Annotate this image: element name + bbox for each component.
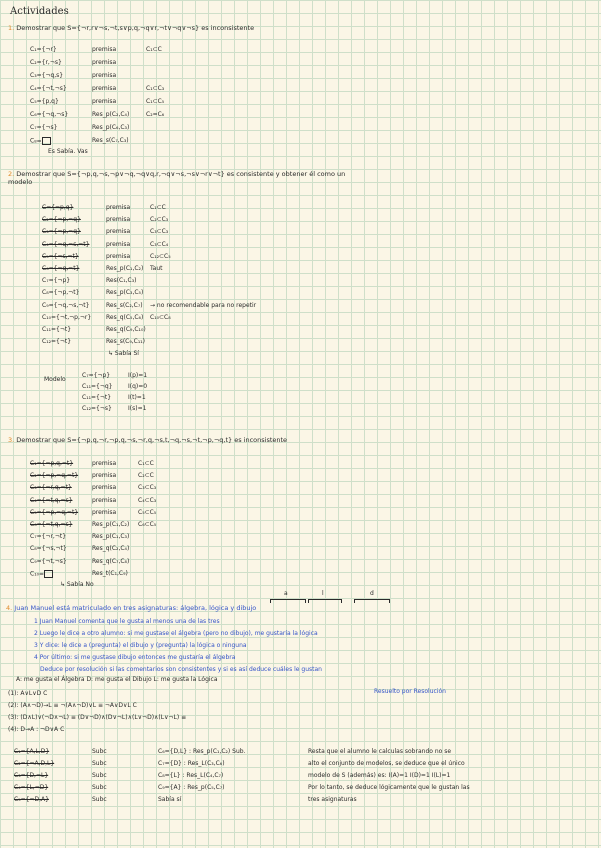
ex2-method: premisa: [106, 216, 131, 224]
ex1-clause: C₄={¬t,¬s}: [30, 85, 67, 92]
ex1-heading-text: Demostrar que S={¬r,r∨¬s,¬t,s∨p,q,¬q∨r,¬t∨¬q∨¬s} es inconsistente: [16, 24, 255, 32]
ex4-formula: (3): (D∧L)∨(¬D∧¬L) ≡ (D∨¬D)∧(D∨¬L)∧(L∨¬D)∧(L∨¬L) ≡: [8, 714, 187, 721]
model-valuation: I(q)=0: [128, 383, 148, 390]
ex2-heading: [8, 170, 368, 186]
ex3-clause: C₅={¬p,¬q,¬t}: [30, 508, 79, 516]
ex4-brace-d: [354, 599, 390, 603]
ex3-note: ↳ Sabía No: [60, 581, 94, 588]
ex4-heading: [6, 604, 256, 612]
ex4-conclusion-line: alto el conjunto de modelos, se deduce que el único: [308, 760, 465, 767]
ex3-clause: C₃={¬r,q,¬t}: [30, 484, 72, 492]
ex2-extra: C₂⊂C₃: [150, 216, 169, 224]
ex1-method: premisa: [92, 98, 117, 105]
ex3-clause: C₁={¬p,q,¬t}: [30, 460, 74, 467]
ex3-clause: C₇={¬r,¬t}: [30, 533, 67, 541]
ex4-resolution-step: C₉={A} : Res_p(C₅,C₇): [158, 784, 225, 791]
ex4-number: 4.: [6, 604, 13, 612]
ex3-method: premisa: [92, 508, 117, 516]
ex2-clause: C₁₁={¬t}: [42, 326, 72, 333]
ex2-extra: Taut: [150, 265, 163, 272]
ex4-brace-a: [270, 599, 306, 603]
ex1-extra: C₁⊂C₅: [146, 98, 165, 105]
model-valuation: I(t)=1: [128, 394, 146, 401]
ex1-number: 1.: [8, 24, 15, 32]
ex2-clause: C₉={¬q,¬s,¬t}: [42, 301, 90, 309]
ex2-clause: C₇={¬p}: [42, 277, 71, 285]
ex2-clause: C₂={¬p,¬q}: [42, 216, 81, 224]
ex2-clause: C₆={¬q,¬t}: [42, 265, 80, 272]
ex2-model-label: Modelo: [44, 376, 66, 383]
ex2-extra: C₁₀⊂C₈: [150, 313, 171, 321]
ex2-note: ↳ Sabía Sí: [108, 350, 139, 357]
ex3-extra: C₆⊂C₅: [138, 521, 157, 528]
ex3-number: 3.: [8, 436, 15, 444]
ex4-statement: 4 Por último: si me gustase dibujo entonces me gustaría el álgebra: [34, 654, 236, 661]
ex4-clause-tag: Subc: [92, 796, 107, 803]
ex1-method: premisa: [92, 72, 117, 79]
page-title: Actividades: [10, 6, 69, 17]
ex3-method: premisa: [92, 496, 117, 504]
ex1-heading: [8, 24, 254, 32]
ex4-clause: C₄={L,¬D}: [14, 784, 49, 791]
model-clause: C₁₁={¬t}: [82, 394, 112, 401]
ex1-method: premisa: [92, 85, 117, 92]
ex2-extra: → no recomendable para no repetir: [150, 301, 257, 309]
model-valuation: I(p)=1: [128, 372, 148, 379]
ex4-clause-tag: Subc: [92, 784, 107, 791]
ex4-brace-l: [308, 599, 342, 603]
ex2-method: Res_s(C₉,C₁₁): [106, 338, 146, 346]
ex2-clause: C₈={¬p,¬t}: [42, 289, 80, 297]
ex3-clause: C₉={¬t,¬s}: [30, 557, 67, 565]
ex4-formula: (1): A∨L∨D C: [8, 690, 48, 697]
ex2-clause: C₃={¬p,¬q}: [42, 228, 81, 236]
ex4-legend: A: me gusta el Álgebra D: me gusta el Dibujo L: me gusta la Lógica: [16, 676, 218, 683]
ex2-method: Res_s(C₂,C₇): [106, 301, 143, 309]
ex3-method: premisa: [92, 472, 117, 480]
ex1-clause: C₁={¬r}: [30, 46, 57, 53]
ex2-clause: C₁₂={¬t}: [42, 338, 72, 346]
ex1-clause: C₇={¬s}: [30, 124, 58, 131]
ex4-conclusion-line: Por lo tanto, se deduce lógicamente que le gustan las: [308, 784, 470, 791]
ex1-clause: C₆={¬q,¬s}: [30, 111, 69, 118]
ex4-clause: C₁={A,L,D}: [14, 748, 50, 755]
model-clause: C₁₁={¬q}: [82, 383, 113, 390]
ex4-clause: C₅={¬D,A}: [14, 796, 49, 803]
ex1-method: premisa: [92, 46, 117, 53]
ex2-method: Res_p(C₃,C₅): [106, 289, 144, 297]
ex4-statement: 2 Luego le dice a otro alumno: si me gustase el álgebra (pero no dibujo), me gustaría la lógica: [34, 630, 318, 637]
ex3-method: Res_q(C₇,C₈): [92, 557, 130, 565]
ex2-method: Res_p(C₁,C₂): [106, 265, 144, 272]
ex1-extra: C₁⊂C: [146, 46, 162, 53]
ex3-extra: C₄⊂C₃: [138, 496, 157, 504]
ex3-heading-text: Demostrar que S={¬p,q,¬r,¬p,q,¬s,¬r,q,¬s,t,¬q,¬s,¬t,¬p,¬q,t} es inconsistente: [16, 436, 288, 444]
ex2-method: premisa: [106, 240, 131, 248]
ex3-extra: C₂⊂C: [138, 472, 154, 480]
ex4-resolution-step: Sabía sí: [158, 796, 182, 803]
model-valuation: I(s)=1: [128, 405, 147, 412]
ex2-heading-text: Demostrar que S={¬p,q,¬s,¬p∨¬q,¬q∨q,r,¬q∨¬s,¬s∨¬r∨¬t} es consistente y obtener él como un modelo: [8, 170, 346, 186]
ex1-clause: C₅={p,q}: [30, 98, 59, 105]
ex4-statement: Deduce por resolución si las comentarios son consistentes y si es así deduce cuáles le gustan: [40, 666, 322, 673]
ex4-resolution-step: C₆={D,L} : Res_p(C₁,C₂) Sub.: [158, 748, 246, 755]
ex2-clause: C={¬p,q}: [42, 204, 74, 211]
ex2-method: Res_q(C₉,C₁₀): [106, 326, 146, 333]
ex4-clause-tag: Subc: [92, 748, 107, 755]
ex2-extra: C₃⊂C₃: [150, 228, 169, 236]
ex1-method: premisa: [92, 59, 117, 66]
ex3-method: premisa: [92, 460, 117, 467]
ex2-clause: C₄={¬q,¬s,¬t}: [42, 240, 90, 248]
ex2-method: Res(C₁,C₃): [106, 277, 137, 285]
ex3-clause: C₁₀=: [30, 570, 53, 579]
ex3-method: premisa: [92, 484, 117, 492]
ex4-statement: 3 Y dice: le dice a (pregunta) el dibujo y (pregunta) la lógica o ninguna: [34, 642, 247, 649]
ex4-subject-d: d: [370, 590, 374, 597]
ex4-formula: (4): D→A : ¬D∨A C: [8, 726, 65, 733]
ex4-result-label: Resuelto por Resolución: [374, 688, 446, 695]
ex2-method: premisa: [106, 204, 131, 211]
ex1-note: Es Sabía. Vas: [48, 148, 88, 155]
ex4-clause-tag: Subc: [92, 772, 107, 779]
ex2-method: premisa: [106, 228, 131, 236]
ex3-method: Res_p(C₁,C₂): [92, 521, 130, 528]
ex4-resolution-step: C₈={L} : Res_L(C₄,C₇): [158, 772, 224, 779]
ex4-heading-text: Juan Manuel está matriculado en tres asignaturas: álgebra, lógica y dibujo: [14, 604, 257, 612]
ex4-conclusion-line: modelo de S (además) es: I(A)=1 I(D)=1 I(L)=1: [308, 772, 451, 779]
ex3-clause: C₂={¬p,¬q,¬t}: [30, 472, 79, 480]
ex1-method: Res_p(C₂,C₄): [92, 111, 130, 118]
ex3-method: Res_p(C₁,C₃): [92, 533, 130, 541]
ex2-clause: C₅={¬s,¬t}: [42, 252, 79, 260]
ex3-extra: C₁⊂C: [138, 460, 154, 467]
ex4-resolution-step: C₇={D} : Res_L(C₃,C₆): [158, 760, 225, 767]
ex2-method: Res_q(C₅,C₆): [106, 313, 144, 321]
ex4-formula: (2): (A∧¬D)→L ≡ ¬(A∧¬D)∨L ≡ ¬A∨D∨L C: [8, 702, 137, 709]
ex3-method: Res_q(C₂,C₄): [92, 545, 130, 553]
ex4-clause: C₂={¬A,D,L}: [14, 760, 55, 767]
ex3-clause: C₈={¬s,¬t}: [30, 545, 67, 553]
ex1-extra: C₁⊂C₃: [146, 85, 165, 92]
ex4-statement: 1 Juan Manuel comenta que le gusta al menos una de las tres: [34, 618, 220, 625]
ex2-extra: C₁₂⊂C₅: [150, 252, 171, 260]
model-clause: C₁₂={¬s}: [82, 405, 112, 412]
empty-clause-box: [44, 570, 53, 578]
empty-clause-box: [42, 137, 51, 145]
ex3-extra: C₅⊂C₅: [138, 508, 157, 516]
ex2-extra: C₃⊂C₄: [150, 240, 169, 248]
ex2-number: 2.: [8, 170, 15, 178]
ex1-clause: C₂={r,¬s}: [30, 59, 62, 66]
ex4-clause-tag: Subc: [92, 760, 107, 767]
ex2-clause: C₁₀={¬t,¬p,¬r}: [42, 313, 92, 321]
ex3-heading: [8, 436, 308, 444]
ex1-extra: C₂=C₆: [146, 111, 165, 118]
ex4-subject-a: a: [284, 590, 288, 597]
ex1-method: Res_s(C₇,C₃): [92, 137, 129, 144]
ex3-clause: C₆={¬t,q,¬s}: [30, 521, 73, 528]
ex4-conclusion-line: Resta que el alumno le calculas sobrando no se: [308, 748, 452, 755]
ex4-clause: C₃={D,¬L}: [14, 772, 49, 779]
ex3-extra: C₃⊂C₃: [138, 484, 157, 492]
ex3-method: Res_t(C₁,C₉): [92, 569, 128, 577]
ex4-conclusion-line: tres asignaturas: [308, 796, 357, 803]
ex1-method: Res_p(C₆,C₃): [92, 124, 130, 131]
ex4-subject-l: l: [322, 590, 324, 597]
model-clause: C₇={¬p}: [82, 372, 111, 379]
ex1-clause: C₈=: [30, 137, 51, 146]
ex2-extra: C₁⊂C: [150, 204, 166, 211]
ex1-clause: C₃={¬q,s}: [30, 72, 64, 79]
ex3-clause: C₄={¬t,q,¬s}: [30, 496, 73, 504]
ex2-method: premisa: [106, 252, 131, 260]
